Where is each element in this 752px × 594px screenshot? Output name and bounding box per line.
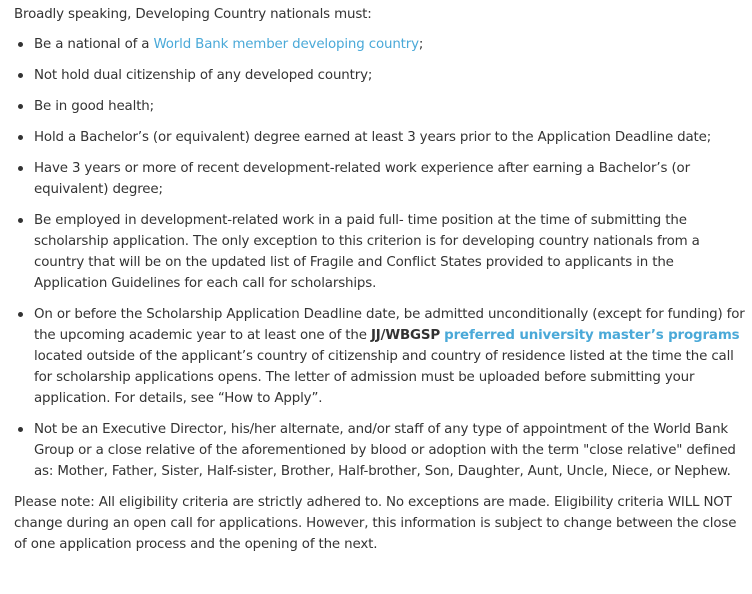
criterion-dual-citizenship [14,65,750,86]
intro-text: Broadly speaking, Developing Country nationals must: [14,7,372,22]
criterion-text: On or before the Scholarship Application Deadline date, be admitted unconditionally (except for funding) for the upcoming academic year to at least one of the [34,307,745,343]
eligibility-note: Please note: All eligibility criteria are strictly adhered to. No exceptions are made. Eligibility criteria WILL NOT change during an open call for applications. However, this information is subject to change between the close of one application process and the opening of the next. [14,495,737,552]
criterion-text: ; [418,37,424,52]
criterion-member-country [14,34,750,55]
criterion-text: Hold a Bachelor’s (or equivalent) degree earned at least 3 years prior to the Application Deadline date; [34,130,712,145]
criterion-text: Be in good health; [34,99,154,114]
criterion-text: Be employed in development-related work in a paid full- time position at the time of submitting the scholarship application. The only exception to this criterion is for developing country nationals from a country that will be on the updated list of Fragile and Conflict States provided to applicants in the Application Guidelines for each call for scholarships. [34,213,700,291]
criterion-employment [14,210,750,294]
preferred-programs-link[interactable]: preferred university master’s programs [444,328,740,343]
criterion-text: located outside of the applicant’s country of citizenship and country of residence listed at the time the call for scholarship applications opens. The letter of admission must be uploaded before submitting your application. For details, see “How to Apply”. [34,349,734,406]
member-developing-country-link[interactable]: World Bank member developing country [153,37,419,52]
criterion-admission [14,304,750,409]
criterion-text: Have 3 years or more of recent development-related work experience after earning a Bachelor’s (or equivalent) degree; [34,161,690,197]
criterion-text: Not be an Executive Director, his/her alternate, and/or staff of any type of appointment of the World Bank Group or a close relative of the aforementioned by blood or adoption with the term "close relative" defined as: Mother, Father, Sister, Half-sister, Brother, Half-brother, Son, Daughter, Aunt, Uncle, Niece, or Nephew. [34,422,736,479]
criterion-not-staff [14,419,750,482]
criterion-bachelors-degree [14,127,750,148]
eligibility-criteria-list [14,34,750,482]
program-acronym: JJ/WBGSP [370,328,441,343]
criterion-good-health [14,96,750,117]
criterion-work-experience [14,158,750,200]
criterion-text: Be a national of a [34,37,154,52]
criterion-text: Not hold dual citizenship of any developed country; [34,68,373,83]
